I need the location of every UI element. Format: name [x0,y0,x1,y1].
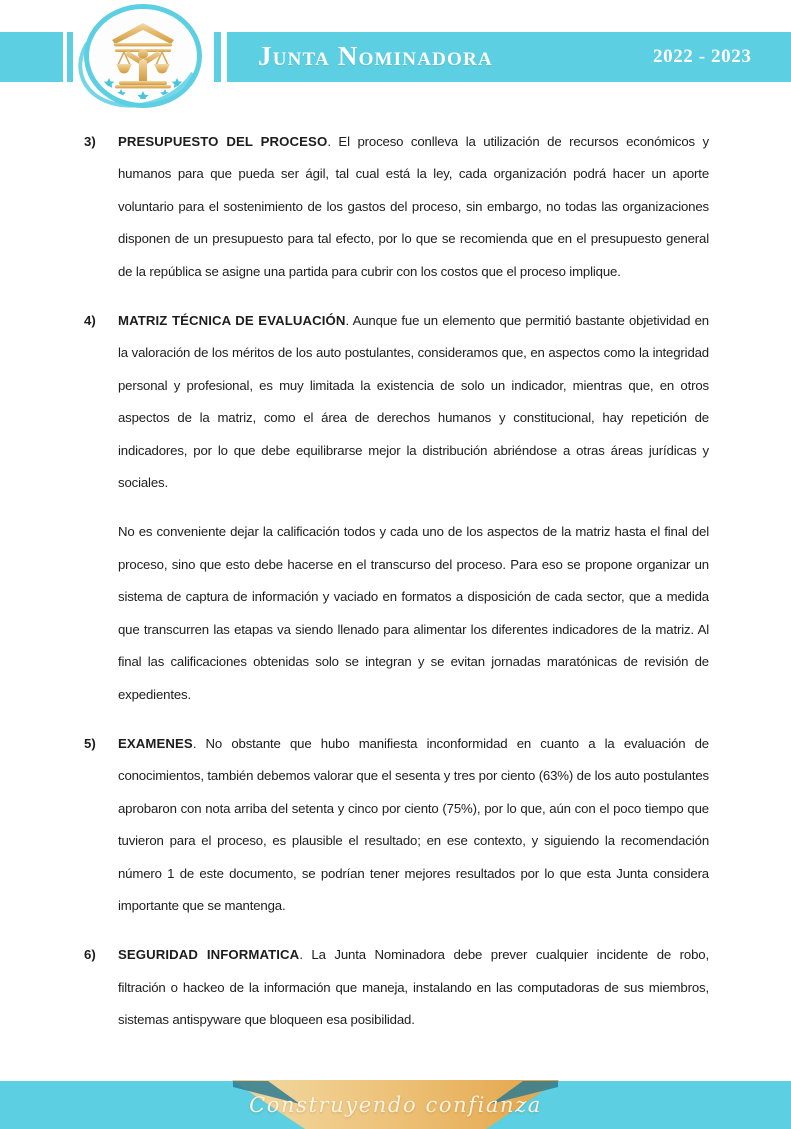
list-item-text: . Aunque fue un elemento que permitió bastante objetividad en la valoración de los méritos de los auto postulantes, consideramos que, en aspectos como la integridad personal y profesional, es muy limitada la existencia de solo un indicador, mientras que, en otros aspectos de la matriz, como el área de derechos humanos y constitucional, hay repetición de indicadores, por lo que debe equilibrarse mejor la distribución abriéndose a otras áreas jurídicas y sociales. [118,313,709,491]
page-header [0,0,791,112]
header-band-left [0,32,63,82]
list-item-number: 5) [84,735,96,751]
list-item [0,939,791,1036]
list-item-paragraph [118,305,709,499]
list-item-paragraph-secondary: No es conveniente dejar la calificación todos y cada uno de los aspectos de la matriz hasta el final del proceso, sino que esto debe hacerse en el transcurso del proceso. Para eso se propone organizar un sistema de captura de información y vaciado en formatos a disposición de cada sector, que a medida que transcurren las etapas va siendo llenado para alimentar los diferentes indicadores de la matriz. Al final las calificaciones obtenidas solo se integran y se evitan jornadas maratónicas de revisión de expedientes. [118,524,709,702]
list-item [0,112,791,288]
scales-of-justice-icon [94,13,192,99]
list-item-heading: MATRIZ TÉCNICA DE EVALUACIÓN [118,313,346,329]
list-item-paragraph [118,939,709,1036]
list-item-text: . La Junta Nominadora debe prever cualquier incidente de robo, filtración o hackeo de la información que maneja, instalando en las computadoras de sus miembros, sistemas antispyware que bloqueen esa posibilidad. [118,947,709,1028]
header-year-range: 2022 - 2023 [653,46,752,67]
list-item [0,728,791,922]
list-item-text: . No obstante que hubo manifiesta inconformidad en cuanto a la evaluación de conocimientos, también debemos valorar que el sesenta y tres por ciento (63%) de los auto postulantes aprobaron con nota arriba del setenta y cinco por ciento (75%), por lo que, aún con el poco tiempo que tuvieron para el proceso, es plausible el resultado; en ese contexto, y siguiendo la recomendación número 1 de este documento, se podrían tener mejores resultados por lo que esta Junta considera importante que se mantenga. [118,735,709,913]
list-item-text: . El proceso conlleva la utilización de recursos económicos y humanos para que pueda ser ágil, tal cual está la ley, cada organización podrá hacer un aporte voluntario para el sostenimiento de los gastos del proceso, sin embargo, no todas las organizaciones disponen de un presupuesto para tal efecto, por lo que se recomienda que en el presupuesto general de la república se asigne una partida para cubrir con los costos que el proceso implique. [118,134,709,279]
list-item-number: 3) [84,134,96,149]
list-item-paragraph [118,126,709,288]
list-item [0,305,791,711]
logo-inner-disc [94,13,192,99]
junta-nominadora-logo [76,2,212,110]
page-title: Junta Nominadora [258,41,493,71]
document-body [0,112,791,1054]
header-band-tick-right [214,32,221,82]
list-item-paragraph [118,728,709,922]
list-item-number: 4) [84,313,96,329]
list-item-heading: SEGURIDAD INFORMATICA [118,947,300,963]
page-footer [0,1067,791,1129]
list-item-heading: EXAMENES [118,735,193,751]
header-band-tick-left [67,32,73,82]
list-item-number: 6) [84,947,96,963]
footer-slogan: Construyendo confianza [249,1093,542,1117]
list-item-heading: PRESUPUESTO DEL PROCESO [118,134,328,149]
